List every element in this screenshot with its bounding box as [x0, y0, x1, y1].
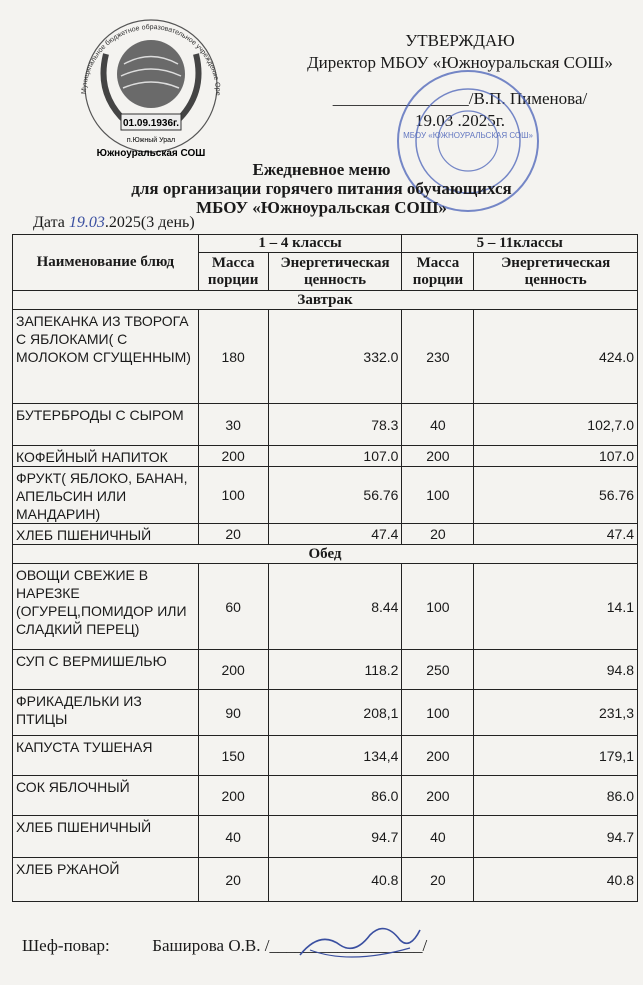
dish-name: ФРИКАДЕЛЬКИ ИЗ ПТИЦЫ [13, 690, 199, 736]
table-row [13, 776, 638, 816]
mass-5-11: 40 [402, 404, 474, 446]
mass-5-11: 200 [402, 776, 474, 816]
header-group-1-4: 1 – 4 классы [198, 235, 402, 253]
mass-5-11: 100 [402, 690, 474, 736]
energy-5-11: 86.0 [474, 776, 638, 816]
title-line-2: для организации горячего питания обучающихся [131, 179, 512, 198]
mass-1-4: 90 [198, 690, 268, 736]
energy-1-4: 8.44 [268, 564, 402, 650]
menu-table [12, 234, 638, 902]
dish-name: ХЛЕБ ПШЕНИЧНЫЙ [13, 524, 199, 545]
energy-1-4: 118.2 [268, 650, 402, 690]
approval-position: Директор МБОУ «Южноуральская СОШ» [307, 53, 613, 72]
table-row [13, 690, 638, 736]
energy-5-11: 179,1 [474, 736, 638, 776]
approval-date: 19.03 .2025г. [414, 111, 506, 130]
header-mass-1: Масса порции [198, 253, 268, 291]
dish-name: ФРУКТ( ЯБЛОКО, БАНАН, АПЕЛЬСИН ИЛИ МАНДАРИН) [13, 467, 199, 524]
mass-1-4: 200 [198, 650, 268, 690]
energy-1-4: 208,1 [268, 690, 402, 736]
table-row [13, 524, 638, 545]
mass-1-4: 30 [198, 404, 268, 446]
energy-5-11: 102,7.0 [474, 404, 638, 446]
menu-title [0, 160, 643, 217]
chef-signature-line: /__________________/ [264, 936, 428, 955]
dish-name: КОФЕЙНЫЙ НАПИТОК [13, 446, 199, 467]
table-row [13, 736, 638, 776]
mass-1-4: 150 [198, 736, 268, 776]
energy-5-11: 94.7 [474, 816, 638, 858]
stamp-inner-text: МБОУ «ЮЖНОУРАЛЬСКАЯ СОШ» [403, 131, 533, 140]
table-row [13, 650, 638, 690]
mass-1-4: 100 [198, 467, 268, 524]
section-title: Обед [13, 545, 638, 564]
dish-name: СУП С ВЕРМИШЕЛЬЮ [13, 650, 199, 690]
mass-5-11: 200 [402, 446, 474, 467]
table-row [13, 310, 638, 404]
date-prefix: Дата [33, 214, 65, 231]
date-suffix: (3 день) [140, 214, 195, 231]
mass-5-11: 250 [402, 650, 474, 690]
energy-5-11: 107.0 [474, 446, 638, 467]
mass-1-4: 200 [198, 776, 268, 816]
header-mass-2: Масса порции [402, 253, 474, 291]
school-emblem-icon [66, 14, 236, 174]
table-row [13, 467, 638, 524]
dish-name: СОК ЯБЛОЧНЫЙ [13, 776, 199, 816]
chef-name: Баширова О.В. [152, 936, 261, 955]
energy-1-4: 332.0 [268, 310, 402, 404]
header-group-5-11: 5 – 11классы [402, 235, 638, 253]
dish-name: БУТЕРБРОДЫ С СЫРОМ [13, 404, 199, 446]
energy-1-4: 56.76 [268, 467, 402, 524]
mass-5-11: 40 [402, 816, 474, 858]
title-line-3: МБОУ «Южноуральская СОШ» [196, 198, 447, 217]
energy-1-4: 47.4 [268, 524, 402, 545]
energy-1-4: 78.3 [268, 404, 402, 446]
emblem-arc-text: Муниципальное бюджетное образовательное учреждение Оре [80, 23, 222, 96]
energy-1-4: 94.7 [268, 816, 402, 858]
header-energy-2: Энергетическая ценность [474, 253, 638, 291]
dish-name: ОВОЩИ СВЕЖИЕ В НАРЕЗКЕ (ОГУРЕЦ,ПОМИДОР ИЛИ СЛАДКИЙ ПЕРЕЦ) [13, 564, 199, 650]
mass-1-4: 40 [198, 816, 268, 858]
energy-1-4: 107.0 [268, 446, 402, 467]
energy-5-11: 40.8 [474, 858, 638, 902]
mass-1-4: 180 [198, 310, 268, 404]
section-row [13, 545, 638, 564]
mass-5-11: 100 [402, 467, 474, 524]
energy-5-11: 231,3 [474, 690, 638, 736]
energy-5-11: 94.8 [474, 650, 638, 690]
mass-5-11: 100 [402, 564, 474, 650]
title-line-1: Ежедневное меню [252, 160, 391, 179]
chef-label: Шеф-повар: [22, 936, 110, 955]
dish-name: ЗАПЕКАНКА ИЗ ТВОРОГА С ЯБЛОКАМИ( С МОЛОКОМ СГУЩЕННЫМ) [13, 310, 199, 404]
energy-5-11: 14.1 [474, 564, 638, 650]
energy-5-11: 47.4 [474, 524, 638, 545]
mass-1-4: 20 [198, 524, 268, 545]
date-day: 19.03 [68, 214, 105, 231]
energy-1-4: 134,4 [268, 736, 402, 776]
emblem-place: п.Южный Урал [126, 137, 176, 144]
menu-date [33, 214, 195, 232]
section-title: Завтрак [13, 291, 638, 310]
table-row [13, 816, 638, 858]
mass-5-11: 200 [402, 736, 474, 776]
approval-heading: УТВЕРЖДАЮ [405, 31, 515, 50]
mass-1-4: 20 [198, 858, 268, 902]
energy-1-4: 40.8 [268, 858, 402, 902]
table-row [13, 858, 638, 902]
table-row [13, 564, 638, 650]
mass-5-11: 20 [402, 858, 474, 902]
table-row [13, 446, 638, 467]
mass-5-11: 230 [402, 310, 474, 404]
table-row [13, 404, 638, 446]
approval-signature-line: ________________/В.П. Пименова/ [332, 89, 588, 108]
date-year: .2025 [104, 214, 141, 231]
header-energy-1: Энергетическая ценность [268, 253, 402, 291]
emblem-school: Южноуральская СОШ [96, 148, 206, 159]
header-dish-name: Наименование блюд [13, 235, 199, 291]
energy-1-4: 86.0 [268, 776, 402, 816]
mass-1-4: 60 [198, 564, 268, 650]
energy-5-11: 56.76 [474, 467, 638, 524]
section-row [13, 291, 638, 310]
chef-signature-icon [280, 910, 430, 970]
dish-name: ХЛЕБ ПШЕНИЧНЫЙ [13, 816, 199, 858]
dish-name: КАПУСТА ТУШЕНАЯ [13, 736, 199, 776]
energy-5-11: 424.0 [474, 310, 638, 404]
mass-1-4: 200 [198, 446, 268, 467]
mass-5-11: 20 [402, 524, 474, 545]
dish-name: ХЛЕБ РЖАНОЙ [13, 858, 199, 902]
emblem-date: 01.09.1936г. [123, 118, 179, 129]
